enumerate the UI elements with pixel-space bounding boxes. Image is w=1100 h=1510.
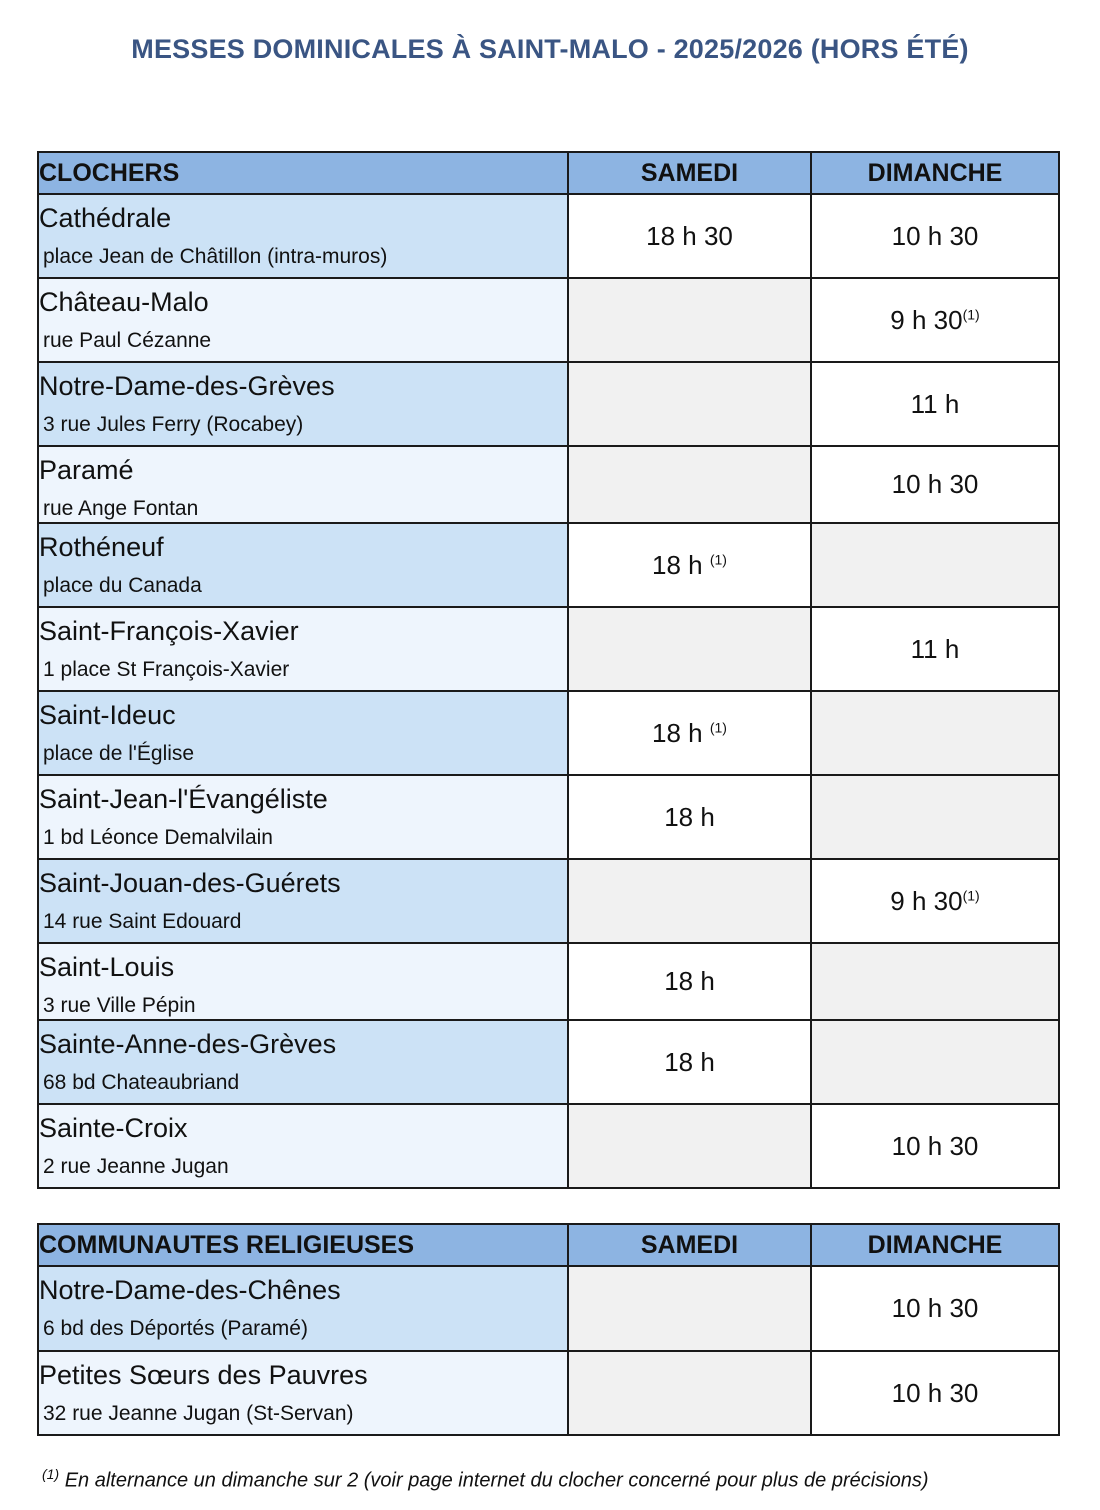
location-address: 1 bd Léonce Demalvilain [43,826,273,849]
footnote [42,1466,929,1493]
mass-time: 9 h 30 [890,304,963,335]
dimanche-time-cell [811,362,1059,446]
dimanche-time-cell [811,775,1059,859]
header-clochers: CLOCHERS [38,152,568,194]
location-cell [38,859,568,943]
footnote-ref: (1) [709,718,727,735]
table-row [38,1104,1059,1188]
dimanche-time-cell [811,1104,1059,1188]
table-row [38,943,1059,1020]
clochers-table [37,151,1060,1189]
dimanche-time-cell [811,278,1059,362]
dimanche-time-cell [811,194,1059,278]
location-name: Saint-Jean-l'Évangéliste [39,784,328,814]
location-cell [38,775,568,859]
location-name: Petites Sœurs des Pauvres [39,1360,368,1390]
samedi-time-cell [568,1020,811,1104]
samedi-time-cell [568,859,811,943]
location-address: 1 place St François-Xavier [43,658,290,681]
location-address: 3 rue Jules Ferry (Rocabey) [43,413,304,436]
location-cell [38,194,568,278]
location-name: Saint-Jouan-des-Guérets [39,868,341,898]
mass-time: 10 h 30 [891,1377,979,1408]
location-name: Notre-Dame-des-Chênes [39,1275,341,1305]
header-dimanche: DIMANCHE [811,1224,1059,1266]
table-row [38,691,1059,775]
location-address: rue Ange Fontan [43,497,199,520]
location-address: 2 rue Jeanne Jugan [43,1155,229,1178]
location-address: place Jean de Châtillon (intra-muros) [43,245,388,268]
table-row [38,278,1059,362]
dimanche-time-cell [811,1351,1059,1435]
location-cell [38,362,568,446]
mass-time: 10 h 30 [891,220,979,251]
dimanche-time-cell [811,1266,1059,1351]
location-address: place de l'Église [43,742,195,765]
header-communautes: COMMUNAUTES RELIGIEUSES [38,1224,568,1266]
footnote-text: En alternance un dimanche sur 2 (voir page internet du clocher concerné pour plus de précisions) [64,1469,929,1492]
samedi-time-cell [568,775,811,859]
location-name: Rothéneuf [39,532,164,562]
header-samedi: SAMEDI [568,152,811,194]
samedi-time-cell [568,523,811,607]
table-row [38,446,1059,523]
mass-time: 11 h [910,633,960,664]
location-cell [38,278,568,362]
dimanche-time-cell [811,943,1059,1020]
table-row [38,1266,1059,1351]
location-cell [38,446,568,523]
footnote-marker: (1) [42,1466,60,1482]
location-address: 6 bd des Déportés (Paramé) [43,1317,308,1340]
samedi-time-cell [568,362,811,446]
location-cell [38,1351,568,1435]
mass-time: 10 h 30 [891,1130,979,1161]
location-name: Saint-François-Xavier [39,616,299,646]
location-name: Saint-Louis [39,952,175,982]
page-title: MESSES DOMINICALES À SAINT-MALO - 2025/2026 (HORS ÉTÉ) [131,34,969,64]
samedi-time-cell [568,691,811,775]
table-row [38,523,1059,607]
mass-time: 18 h [664,1046,715,1077]
table-row [38,859,1059,943]
location-name: Notre-Dame-des-Grèves [39,371,335,401]
communautes-table [37,1223,1060,1436]
location-name: Cathédrale [39,203,172,233]
table-header-row [38,152,1059,194]
table-row [38,194,1059,278]
dimanche-time-cell [811,691,1059,775]
table-row [38,1351,1059,1435]
table-row [38,362,1059,446]
footnote-ref: (1) [709,550,727,567]
location-name: Sainte-Croix [39,1113,188,1143]
location-cell [38,1104,568,1188]
mass-time: 9 h 30 [890,885,963,916]
mass-time: 18 h 30 [646,220,733,251]
dimanche-time-cell [811,859,1059,943]
samedi-time-cell [568,607,811,691]
mass-time: 11 h [910,388,960,419]
dimanche-time-cell [811,523,1059,607]
header-samedi: SAMEDI [568,1224,811,1266]
location-cell [38,943,568,1020]
samedi-time-cell [568,1104,811,1188]
dimanche-time-cell [811,1020,1059,1104]
samedi-time-cell [568,194,811,278]
dimanche-time-cell [811,446,1059,523]
samedi-time-cell [568,943,811,1020]
samedi-time-cell [568,1351,811,1435]
table-header-row [38,1224,1059,1266]
footnote-ref: (1) [962,886,980,903]
location-cell [38,691,568,775]
mass-time: 18 h [652,549,710,580]
footnote-ref: (1) [962,305,980,322]
location-address: rue Paul Cézanne [43,329,212,352]
mass-time: 18 h [652,717,710,748]
location-address: place du Canada [43,574,202,597]
location-cell [38,523,568,607]
samedi-time-cell [568,278,811,362]
dimanche-time-cell [811,607,1059,691]
mass-time: 18 h [664,966,715,996]
table-row [38,775,1059,859]
samedi-time-cell [568,446,811,523]
location-name: Sainte-Anne-des-Grèves [39,1029,337,1059]
mass-time: 10 h 30 [891,1293,979,1323]
location-address: 14 rue Saint Edouard [43,910,242,933]
location-name: Paramé [39,455,134,485]
location-cell [38,1266,568,1351]
samedi-time-cell [568,1266,811,1351]
location-address: 3 rue Ville Pépin [43,994,196,1017]
header-dimanche: DIMANCHE [811,152,1059,194]
location-name: Saint-Ideuc [39,700,176,730]
table-row [38,1020,1059,1104]
location-name: Château-Malo [39,287,209,317]
location-address: 32 rue Jeanne Jugan (St-Servan) [43,1402,354,1425]
table-row [38,607,1059,691]
location-address: 68 bd Chateaubriand [43,1071,240,1094]
mass-time: 10 h 30 [891,469,979,499]
location-cell [38,1020,568,1104]
location-cell [38,607,568,691]
mass-time: 18 h [664,801,715,832]
